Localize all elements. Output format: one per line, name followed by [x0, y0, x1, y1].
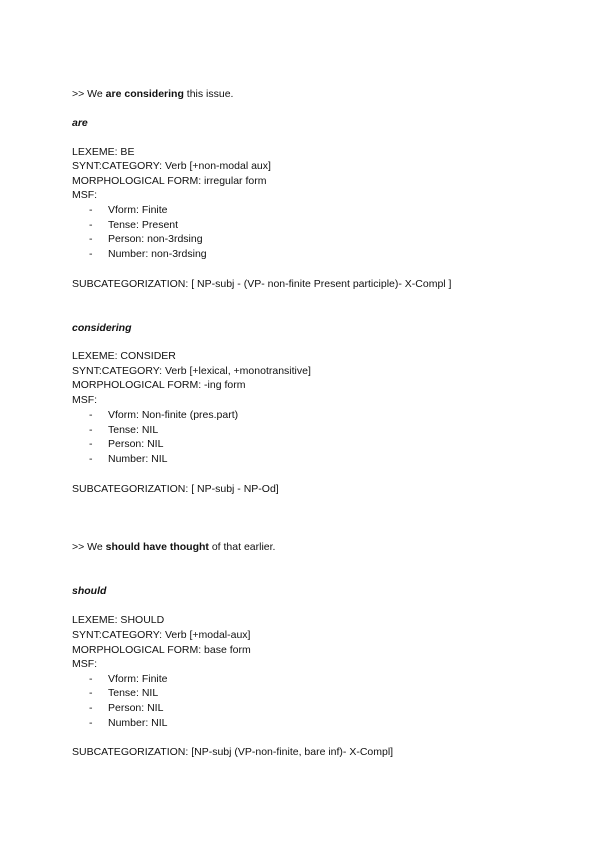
- syntcat-line: SYNT:CATEGORY: Verb [+lexical, +monotransitive]: [72, 365, 311, 377]
- lexeme-line: LEXEME: CONSIDER: [72, 350, 176, 362]
- dash: -: [89, 424, 93, 436]
- dash: -: [89, 219, 93, 231]
- sentence-suffix: this issue.: [183, 88, 234, 100]
- lexeme-line: LEXEME: BE: [72, 146, 135, 158]
- sentence-prefix: >> We: [72, 541, 106, 553]
- msf-label: MSF:: [72, 658, 98, 670]
- dash: -: [89, 233, 93, 245]
- dash: -: [89, 673, 93, 685]
- headword-should: should: [72, 585, 107, 597]
- sentence-bold-phrase: should have thought: [105, 541, 209, 553]
- syntcat-line: SYNT:CATEGORY: Verb [+modal-aux]: [72, 629, 251, 641]
- msf-label: MSF:: [72, 394, 98, 406]
- sentence-prefix: >> We: [72, 88, 106, 100]
- subcat-line: SUBCATEGORIZATION: [NP-subj (VP-non-finite, bare inf)- X-Compl]: [72, 746, 394, 758]
- dash: -: [89, 717, 93, 729]
- dash: -: [89, 438, 93, 450]
- dash: -: [89, 248, 93, 260]
- morph-line: MORPHOLOGICAL FORM: base form: [72, 644, 251, 656]
- subcat-line: SUBCATEGORIZATION: [ NP-subj - (VP- non-finite Present participle)- X-Compl ]: [72, 278, 452, 290]
- morph-line: MORPHOLOGICAL FORM: -ing form: [72, 379, 246, 391]
- syntcat-line: SYNT:CATEGORY: Verb [+non-modal aux]: [72, 160, 271, 172]
- headword-are: are: [72, 117, 88, 129]
- headword-considering: considering: [72, 322, 132, 334]
- dash: -: [89, 204, 93, 216]
- document-page: >> We are considering this issue. are LEXEME: BE SYNT:CATEGORY: Verb [+non-modal aux] MORPHOLOGICAL FORM: irregular form MSF: - Vform: Finite - Tense: Present - Person: non-3rdsing - Number: non-3rdsing SUBCATEGORIZATION: [ NP-subj - (VP- non-finite Present participle)- X-Compl ] considering LEXEME: CONSIDER SYNT:CATEGORY: Verb [+lexical, +monotransitive] MORPHOLOGICAL FORM: -ing form MSF: - Vform: Non-finite (pres.part) - Tense: NIL - Person: NIL - Number: NIL SUBCATEGORIZATION: [ NP-subj - NP-Od] >> We should have thought of that earlier. should LEXEME: SHOULD SYNT:CATEGORY: Verb [+modal-aux] MORPHOLOGICAL FORM: base form MSF: - Vform: Finite - Tense: NIL - Person: NIL - Number: NIL SUBCATEGORIZATION: [NP-subj (VP-non-finite, bare inf)- X-Compl]: [72, 88, 452, 758]
- example-sentence-2: [72, 541, 275, 554]
- sentence-bold-phrase: are considering: [105, 88, 184, 100]
- msf-label: MSF:: [72, 189, 98, 201]
- sentence-suffix: of that earlier.: [208, 541, 276, 553]
- dash: -: [89, 453, 93, 465]
- subcat-line: SUBCATEGORIZATION: [ NP-subj - NP-Od]: [72, 483, 279, 495]
- morph-line: MORPHOLOGICAL FORM: irregular form: [72, 175, 267, 187]
- dash: -: [89, 409, 93, 421]
- example-sentence-1: [72, 88, 233, 101]
- lexeme-line: LEXEME: SHOULD: [72, 614, 165, 626]
- dash: -: [89, 687, 93, 699]
- dash: -: [89, 702, 93, 714]
